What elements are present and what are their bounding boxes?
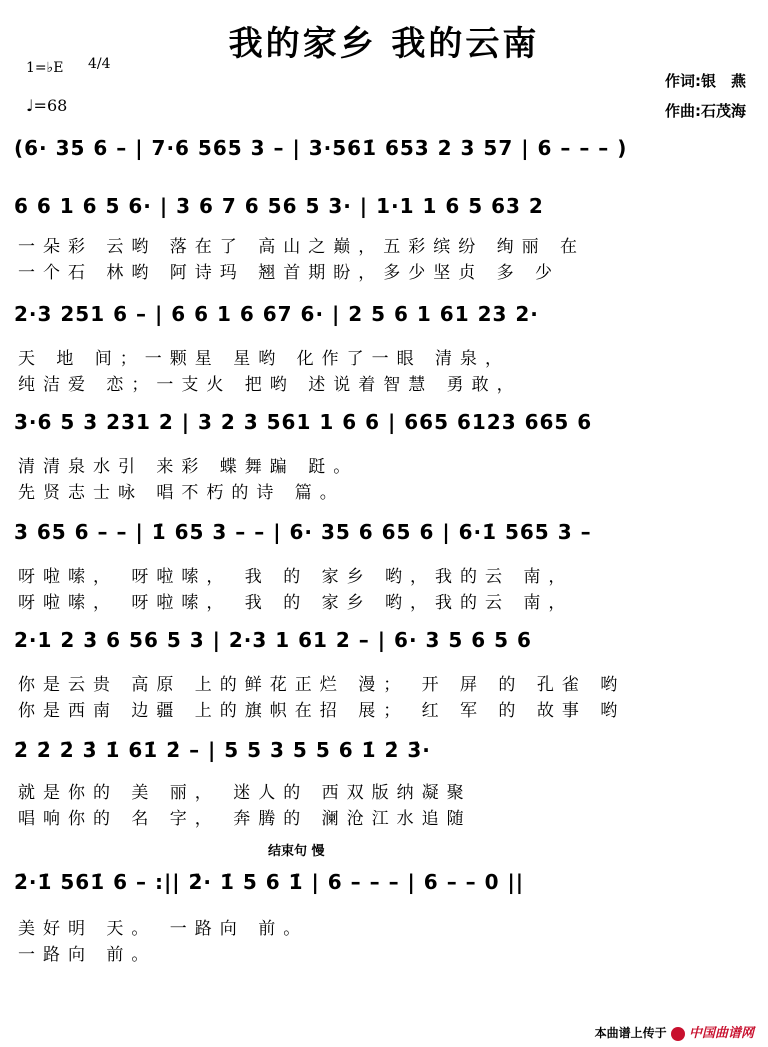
notation-text: 3·6 5 3 231 2 | 3 2 3 561 1 6 6 | 665 6123 665 6 (14, 410, 593, 434)
key-label: 1=♭E (26, 60, 64, 76)
lyric-verse1-line5: 呀啦嗦， 呀啦嗦， 我 的 家乡 哟，我的云 南， (18, 567, 574, 587)
score-line-3 (0, 300, 768, 340)
song-title: 我的家乡 我的云南 (228, 24, 540, 64)
score-line-7 (0, 736, 768, 776)
lyric-verse1-line7: 就是你的 美 丽， 迷人的 西双版纳凝聚 (18, 783, 472, 803)
site-logo-icon (671, 1027, 685, 1041)
score-line-4 (0, 408, 768, 448)
notation-text: 2·1 2 3 6 56 5 3 | 2·3 1 61 2 – | 6· 3 5 6 5 6 (14, 628, 532, 652)
notation-text: 6 6 1 6 5 6· | 3 6 7 6 56 5 3· | 1·1 1 6 5 63 2 (14, 194, 544, 218)
score-line-2 (0, 192, 768, 232)
notation-text: 2̇·1̇ 561̇ 6 – :|| 2̇· 1̇ 5 6 1̇ | 6 – – – | 6 – – 0 || (14, 870, 525, 894)
score-line-5 (0, 518, 768, 558)
site-logo-text: 中国曲谱网 (688, 1026, 754, 1041)
score-line-1 (0, 134, 768, 174)
lyric-verse1-line3: 天 地 间；一颗星 星哟 化作了一眼 清泉， (18, 349, 511, 369)
notation-text: 3 65 6 – – | 1̇ 65 3 – – | 6· 35 6 65 6 | 6·1̇ 565 3 – (14, 520, 592, 544)
footer-credit (595, 1022, 754, 1041)
lyric-verse2-line6: 你是西南 边疆 上的旗帜在招 展； 红 军 的 故事 哟 (18, 701, 626, 721)
lyric-verse1-line6: 你是云贵 高原 上的鲜花正烂 漫； 开 屏 的 孔雀 哟 (18, 675, 626, 695)
lyric-verse2-line7: 唱响你的 名 字， 奔腾的 澜沧江水追随 (18, 809, 472, 829)
tempo-marking: ♩=68 (26, 96, 68, 115)
notation-text: (6· 35 6 – | 7·6 565 3 – | 3·561̇ 653 2 3 57 | 6 – – – ) (14, 136, 628, 160)
key-signature (26, 60, 63, 76)
notation-text: 2̇ 2̇ 2̇ 3̇ 1̇ 61̇ 2̇ – | 5 5 3 5 5 6 1̇ 2̇ 3̇· (14, 738, 431, 762)
score-line-8 (0, 868, 768, 908)
lyric-verse1-line8: 美好明 天。 一路向 前。 (18, 919, 309, 939)
ending-instruction: 结束句 慢 (268, 844, 325, 859)
lyric-verse2-line5: 呀啦嗦， 呀啦嗦， 我 的 家乡 哟，我的云 南， (18, 593, 574, 613)
score-line-6 (0, 626, 768, 666)
lyric-verse2-line4: 先贤志士咏 唱不朽的诗 篇。 (18, 483, 345, 503)
lyric-verse2-line2: 一个石 林哟 阿诗玛 翘首期盼，多少坚贞 多 少 (18, 263, 561, 283)
lyricist-credit: 作词:银 燕 (665, 72, 746, 90)
composer-credit: 作曲:石茂海 (665, 102, 746, 120)
lyric-verse1-line4: 清清泉水引 来彩 蝶舞蹁 跹。 (18, 457, 359, 477)
time-signature: 4/4 (88, 56, 111, 72)
lyric-verse2-line8: 一路向 前。 (18, 945, 157, 965)
lyric-verse1-line2: 一朵彩 云哟 落在了 高山之巅，五彩缤纷 绚丽 在 (18, 237, 586, 257)
lyric-verse2-line3: 纯洁爱 恋；一支火 把哟 述说着智慧 勇敢， (18, 375, 522, 395)
footer-text: 本曲谱上传于 (594, 1026, 667, 1040)
notation-text: 2·3 251 6 – | 6 6 1 6 67 6· | 2 5 6 1 61 23 2· (14, 302, 539, 326)
